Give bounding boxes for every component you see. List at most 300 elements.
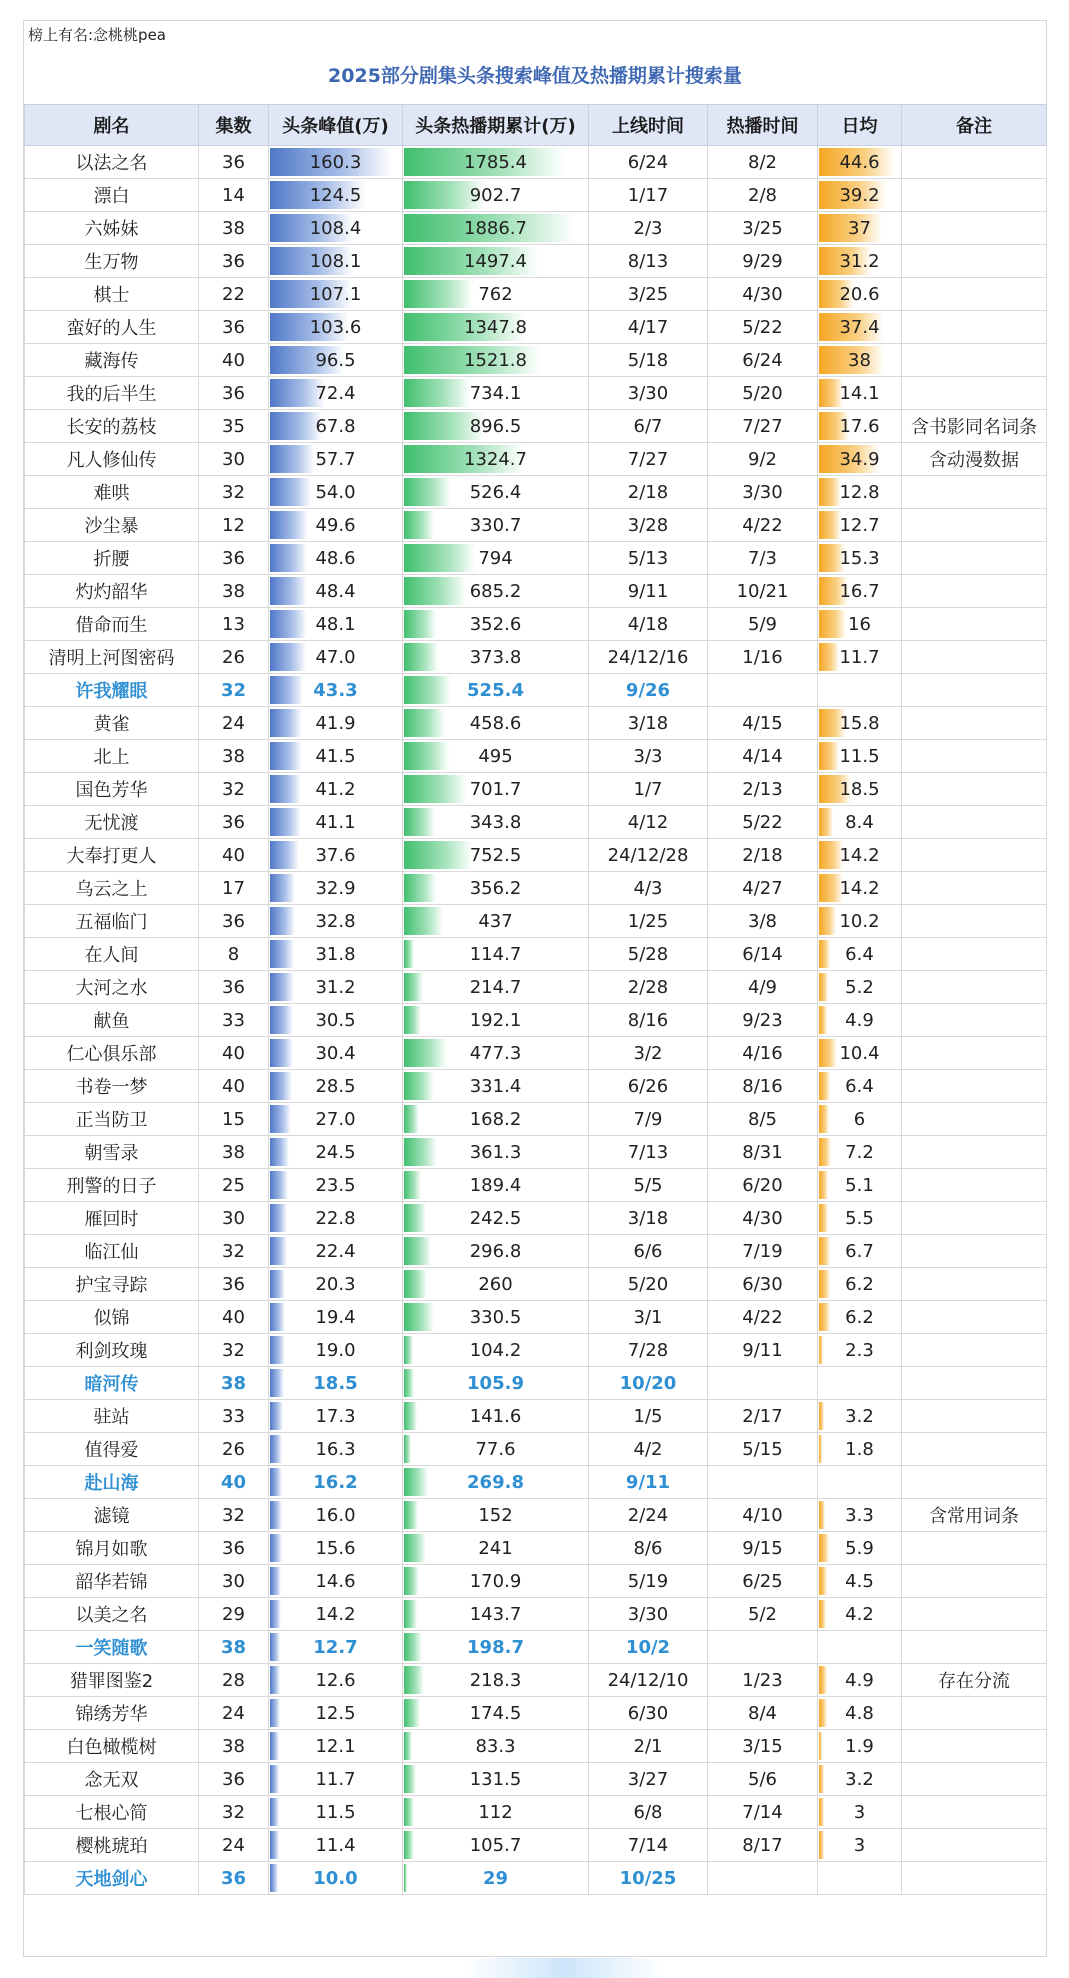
cell-episodes <box>199 1169 269 1202</box>
cell-total-bar <box>404 511 434 539</box>
cell-episodes <box>199 971 269 1004</box>
cell-hot-value: 3/25 <box>742 217 783 239</box>
cell-daily-value: 4.2 <box>845 1603 874 1625</box>
cell-peak-value: 22.8 <box>315 1207 356 1229</box>
cell-launch <box>589 905 708 938</box>
cell-peak-value: 57.7 <box>315 448 356 470</box>
cell-total-value: 260 <box>478 1273 513 1295</box>
table-row <box>25 377 1047 410</box>
cell-launch-value: 5/19 <box>627 1570 669 1592</box>
cell-daily-value: 10.2 <box>839 910 880 932</box>
cell-daily-bar <box>819 1435 822 1463</box>
cell-launch-value: 8/6 <box>633 1537 663 1559</box>
cell-total <box>403 278 589 311</box>
cell-launch <box>589 1136 708 1169</box>
cell-total <box>403 344 589 377</box>
cell-total-bar <box>404 1864 407 1892</box>
cell-daily <box>818 938 902 971</box>
cell-total-bar <box>404 1171 421 1199</box>
cell-episodes <box>199 1499 269 1532</box>
cell-hot-value: 4/15 <box>742 712 783 734</box>
author-line: 榜上有名:念桃桃pea <box>28 26 166 44</box>
cell-launch <box>589 212 708 245</box>
cell-episodes <box>199 509 269 542</box>
cell-hot-value: 4/22 <box>742 1306 783 1328</box>
cell-launch-value: 2/18 <box>627 481 669 503</box>
cell-peak-value: 31.8 <box>315 943 356 965</box>
cell-peak <box>269 509 403 542</box>
cell-launch-value: 7/13 <box>627 1141 669 1163</box>
cell-launch-value: 7/27 <box>627 448 669 470</box>
cell-launch <box>589 1532 708 1565</box>
cell-episodes <box>199 575 269 608</box>
cell-episodes-value: 32 <box>222 778 245 800</box>
cell-total <box>403 377 589 410</box>
cell-total-value: 752.5 <box>469 844 522 866</box>
cell-total-bar <box>404 478 451 506</box>
cell-total <box>403 1697 589 1730</box>
cell-peak-bar <box>270 1666 280 1694</box>
cell-total-value: 477.3 <box>469 1042 522 1064</box>
cell-episodes <box>199 1400 269 1433</box>
cell-total-value: 104.2 <box>469 1339 522 1361</box>
cell-peak-value: 12.6 <box>315 1669 356 1691</box>
cell-total <box>403 1532 589 1565</box>
table-row <box>25 1829 1047 1862</box>
cell-peak-value: 124.5 <box>309 184 362 206</box>
cell-launch <box>589 1466 708 1499</box>
cell-launch <box>589 707 708 740</box>
cell-total-value: 495 <box>478 745 513 767</box>
cell-total <box>403 1136 589 1169</box>
cell-episodes-value: 36 <box>222 250 245 272</box>
cell-daily-value: 6 <box>853 1108 866 1130</box>
cell-episodes <box>199 674 269 707</box>
cell-daily-value: 5.5 <box>845 1207 874 1229</box>
table-row <box>25 542 1047 575</box>
cell-hot-value: 2/17 <box>742 1405 783 1427</box>
cell-episodes <box>199 1796 269 1829</box>
table-row <box>25 146 1047 179</box>
cell-hot <box>708 1334 818 1367</box>
cell-launch-value: 6/8 <box>633 1801 663 1823</box>
cell-hot <box>708 938 818 971</box>
cell-name <box>25 938 199 971</box>
cell-name-value: 以法之名 <box>75 153 148 174</box>
cell-name <box>25 1829 199 1862</box>
cell-name <box>25 344 199 377</box>
cell-name <box>25 212 199 245</box>
cell-total-bar <box>404 1138 437 1166</box>
cell-launch <box>589 1730 708 1763</box>
cell-name <box>25 410 199 443</box>
cell-peak-bar <box>270 1336 285 1364</box>
cell-name <box>25 839 199 872</box>
cell-hot <box>708 971 818 1004</box>
cell-launch <box>589 1169 708 1202</box>
cell-name-value: 书卷一梦 <box>75 1077 148 1098</box>
cell-episodes-value: 36 <box>222 910 245 932</box>
cell-daily <box>818 542 902 575</box>
cell-peak <box>269 1169 403 1202</box>
cell-peak-bar <box>270 478 311 506</box>
cell-peak-bar <box>270 940 294 968</box>
cell-name-value: 长安的荔枝 <box>66 417 157 438</box>
cell-daily-value: 3 <box>853 1834 866 1856</box>
cell-launch <box>589 344 708 377</box>
cell-name-value: 漂白 <box>93 186 130 207</box>
cell-total <box>403 806 589 839</box>
cell-daily-value: 11.5 <box>839 745 880 767</box>
cell-name-value: 无忧渡 <box>84 813 139 834</box>
cell-note <box>902 740 1047 773</box>
cell-note <box>902 1862 1047 1895</box>
cell-name <box>25 1697 199 1730</box>
cell-launch-value: 3/30 <box>627 382 669 404</box>
cell-launch-value: 4/2 <box>633 1438 663 1460</box>
cell-daily <box>818 1664 902 1697</box>
cell-total-bar <box>404 1435 411 1463</box>
cell-daily-bar <box>819 1666 827 1694</box>
cell-launch-value: 6/7 <box>633 415 663 437</box>
cell-note <box>902 212 1047 245</box>
cell-note-value: 含书影同名词条 <box>911 417 1037 438</box>
cell-launch-value: 9/26 <box>625 679 671 701</box>
cell-peak <box>269 377 403 410</box>
cell-daily-bar <box>819 1798 824 1826</box>
cell-peak-value: 160.3 <box>309 151 362 173</box>
cell-hot-value: 5/22 <box>742 811 783 833</box>
cell-total <box>403 641 589 674</box>
cell-name <box>25 278 199 311</box>
cell-peak-value: 23.5 <box>315 1174 356 1196</box>
cell-daily-value: 37 <box>848 217 871 239</box>
cell-total <box>403 146 589 179</box>
cell-daily <box>818 1301 902 1334</box>
cell-episodes <box>199 1763 269 1796</box>
cell-total-bar <box>404 1666 424 1694</box>
cell-hot-value: 6/25 <box>742 1570 783 1592</box>
cell-total <box>403 179 589 212</box>
cell-total <box>403 1664 589 1697</box>
cell-hot <box>708 674 818 707</box>
cell-name-value: 朝雪录 <box>84 1143 139 1164</box>
cell-name <box>25 806 199 839</box>
cell-peak-bar <box>270 1633 280 1661</box>
cell-note <box>902 311 1047 344</box>
cell-hot-value: 6/14 <box>742 943 783 965</box>
cell-total-value: 141.6 <box>469 1405 522 1427</box>
cell-launch-value: 9/11 <box>627 580 669 602</box>
cell-peak-value: 24.5 <box>315 1141 356 1163</box>
cell-daily <box>818 146 902 179</box>
cell-peak <box>269 443 403 476</box>
cell-note <box>902 1796 1047 1829</box>
cell-total-bar <box>404 709 445 737</box>
cell-hot <box>708 1730 818 1763</box>
cell-daily-value: 11.7 <box>839 646 880 668</box>
cell-name-value: 锦月如歌 <box>75 1539 148 1560</box>
cell-episodes <box>199 1532 269 1565</box>
cell-episodes <box>199 245 269 278</box>
cell-daily <box>818 1730 902 1763</box>
cell-hot-value: 9/15 <box>742 1537 783 1559</box>
cell-daily-bar <box>819 1765 824 1793</box>
cell-note <box>902 608 1047 641</box>
cell-peak <box>269 542 403 575</box>
cell-daily-value: 4.5 <box>845 1570 874 1592</box>
cell-name-value: 念无双 <box>84 1770 139 1791</box>
cell-episodes-value: 28 <box>222 1669 245 1691</box>
cell-peak-value: 48.1 <box>315 613 356 635</box>
cell-name <box>25 1433 199 1466</box>
cell-hot-value: 2/8 <box>748 184 777 206</box>
cell-total-bar <box>404 1369 414 1397</box>
cell-launch-value: 4/17 <box>627 316 669 338</box>
cell-total <box>403 1466 589 1499</box>
cell-peak <box>269 740 403 773</box>
cell-hot <box>708 410 818 443</box>
cell-peak <box>269 1334 403 1367</box>
cell-hot <box>708 839 818 872</box>
cell-daily-bar <box>819 907 836 935</box>
cell-peak-value: 37.6 <box>315 844 356 866</box>
cell-episodes <box>199 1334 269 1367</box>
cell-peak-bar <box>270 1798 279 1826</box>
cell-daily-bar <box>819 1600 826 1628</box>
cell-launch-value: 1/5 <box>633 1405 663 1427</box>
cell-peak <box>269 1136 403 1169</box>
cell-hot <box>708 641 818 674</box>
cell-total-value: 174.5 <box>469 1702 522 1724</box>
cell-name-value: 樱桃琥珀 <box>75 1836 148 1857</box>
cell-hot-value: 9/2 <box>748 448 777 470</box>
cell-daily-value: 31.2 <box>839 250 880 272</box>
cell-total <box>403 1004 589 1037</box>
cell-peak-bar <box>270 610 307 638</box>
cell-peak-bar <box>270 1237 287 1265</box>
cell-launch <box>589 1664 708 1697</box>
cell-name-value: 许我耀眼 <box>75 681 148 702</box>
cell-episodes-value: 29 <box>222 1603 245 1625</box>
cell-note <box>902 1565 1047 1598</box>
cell-peak <box>269 1631 403 1664</box>
cell-note <box>902 377 1047 410</box>
cell-total <box>403 740 589 773</box>
cell-hot <box>708 1796 818 1829</box>
cell-total <box>403 1400 589 1433</box>
cell-hot-value: 1/16 <box>742 646 783 668</box>
cell-total <box>403 1169 589 1202</box>
cell-daily <box>818 1631 902 1664</box>
cell-peak <box>269 278 403 311</box>
cell-episodes <box>199 1664 269 1697</box>
cell-daily-bar <box>819 1732 822 1760</box>
cell-daily <box>818 1598 902 1631</box>
cell-peak <box>269 1598 403 1631</box>
cell-total <box>403 1268 589 1301</box>
cell-episodes <box>199 641 269 674</box>
cell-hot <box>708 1862 818 1895</box>
cell-total <box>403 1433 589 1466</box>
cell-total <box>403 443 589 476</box>
cell-total <box>403 608 589 641</box>
cell-total-value: 330.7 <box>469 514 522 536</box>
cell-total-bar <box>404 1534 426 1562</box>
cell-note <box>902 971 1047 1004</box>
cell-peak <box>269 1532 403 1565</box>
table-row <box>25 1664 1047 1697</box>
cell-hot <box>708 1070 818 1103</box>
cell-episodes-value: 38 <box>220 1372 247 1394</box>
cell-total-value: 526.4 <box>469 481 522 503</box>
cell-launch <box>589 1697 708 1730</box>
table-row <box>25 1763 1047 1796</box>
cell-name <box>25 674 199 707</box>
cell-total-bar <box>404 1303 434 1331</box>
cell-hot <box>708 608 818 641</box>
cell-peak-bar <box>270 643 306 671</box>
cell-peak-value: 47.0 <box>315 646 356 668</box>
cell-episodes-value: 32 <box>222 1504 245 1526</box>
cell-episodes <box>199 839 269 872</box>
cell-name-value: 正当防卫 <box>75 1110 148 1131</box>
cell-name <box>25 1136 199 1169</box>
cell-episodes <box>199 278 269 311</box>
cell-episodes-value: 38 <box>220 1636 247 1658</box>
cell-launch <box>589 1631 708 1664</box>
cell-note <box>902 476 1047 509</box>
cell-total <box>403 1202 589 1235</box>
cell-peak <box>269 311 403 344</box>
cell-name-value: 刑警的日子 <box>66 1176 157 1197</box>
cell-daily-value: 34.9 <box>839 448 880 470</box>
cell-note <box>902 707 1047 740</box>
cell-hot-value: 4/30 <box>742 1207 783 1229</box>
cell-peak-value: 41.1 <box>315 811 356 833</box>
cell-hot <box>708 872 818 905</box>
cell-hot-value: 7/19 <box>742 1240 783 1262</box>
cell-peak-value: 41.9 <box>315 712 356 734</box>
cell-peak <box>269 476 403 509</box>
cell-peak-value: 41.2 <box>315 778 356 800</box>
cell-peak-bar <box>270 973 294 1001</box>
cell-episodes-value: 36 <box>222 151 245 173</box>
cell-hot <box>708 509 818 542</box>
cell-total-value: 525.4 <box>467 679 524 701</box>
cell-total-value: 198.7 <box>467 1636 524 1658</box>
cell-daily-bar <box>819 643 839 671</box>
cell-daily-value: 3.2 <box>845 1405 874 1427</box>
cell-daily <box>818 1367 902 1400</box>
cell-peak <box>269 146 403 179</box>
cell-peak <box>269 1829 403 1862</box>
cell-episodes-value: 38 <box>222 1141 245 1163</box>
cell-note <box>902 245 1047 278</box>
cell-daily <box>818 1268 902 1301</box>
cell-name <box>25 1565 199 1598</box>
cell-hot <box>708 278 818 311</box>
cell-peak <box>269 839 403 872</box>
cell-daily-value: 4.8 <box>845 1702 874 1724</box>
cell-hot <box>708 542 818 575</box>
cell-daily <box>818 1499 902 1532</box>
cell-daily-bar <box>819 478 841 506</box>
cell-peak-bar <box>270 511 308 539</box>
cell-peak <box>269 1400 403 1433</box>
cell-name <box>25 1070 199 1103</box>
cell-name <box>25 1598 199 1631</box>
table-row <box>25 1697 1047 1730</box>
cell-episodes <box>199 1235 269 1268</box>
cell-name <box>25 245 199 278</box>
cell-note <box>902 542 1047 575</box>
cell-daily-value: 8.4 <box>845 811 874 833</box>
cell-daily-bar <box>819 1105 829 1133</box>
cell-daily-value: 2.3 <box>845 1339 874 1361</box>
cell-note <box>902 905 1047 938</box>
cell-hot-value: 4/30 <box>742 283 783 305</box>
cell-total-bar <box>404 1039 447 1067</box>
cell-daily-bar <box>819 1039 837 1067</box>
cell-hot <box>708 443 818 476</box>
cell-daily-value: 15.3 <box>839 547 880 569</box>
table-row <box>25 740 1047 773</box>
cell-total-bar <box>404 1237 431 1265</box>
cell-peak-value: 16.2 <box>313 1471 358 1493</box>
cell-peak-value: 49.6 <box>315 514 356 536</box>
cell-daily-bar <box>819 1501 825 1529</box>
cell-hot <box>708 1466 818 1499</box>
cell-hot-value: 5/6 <box>748 1768 777 1790</box>
cell-hot-value: 9/11 <box>742 1339 783 1361</box>
cell-peak-value: 16.3 <box>315 1438 356 1460</box>
cell-peak <box>269 905 403 938</box>
cell-episodes-value: 32 <box>222 1240 245 1262</box>
cell-total-bar <box>404 742 449 770</box>
cell-peak <box>269 971 403 1004</box>
cell-peak <box>269 806 403 839</box>
header-total: 头条热播期累计(万) <box>403 105 589 146</box>
cell-name-value: 锦绣芳华 <box>75 1704 148 1725</box>
cell-name <box>25 443 199 476</box>
cell-name <box>25 146 199 179</box>
cell-name <box>25 1532 199 1565</box>
cell-launch-value: 1/25 <box>627 910 669 932</box>
cell-daily-bar <box>819 808 833 836</box>
cell-name-value: 七根心简 <box>75 1803 148 1824</box>
cell-hot-value: 5/22 <box>742 316 783 338</box>
cell-episodes <box>199 344 269 377</box>
cell-launch <box>589 872 708 905</box>
cell-hot-value: 9/23 <box>742 1009 783 1031</box>
cell-daily <box>818 1037 902 1070</box>
table-row <box>25 1235 1047 1268</box>
cell-total <box>403 1631 589 1664</box>
cell-daily <box>818 1532 902 1565</box>
cell-total-bar <box>404 379 470 407</box>
cell-episodes <box>199 872 269 905</box>
cell-note <box>902 179 1047 212</box>
cell-name <box>25 773 199 806</box>
table-row <box>25 839 1047 872</box>
cell-daily <box>818 245 902 278</box>
cell-note <box>902 773 1047 806</box>
cell-hot-value: 9/29 <box>742 250 783 272</box>
cell-peak-bar <box>270 1270 285 1298</box>
cell-name <box>25 1334 199 1367</box>
cell-total-value: 685.2 <box>469 580 522 602</box>
